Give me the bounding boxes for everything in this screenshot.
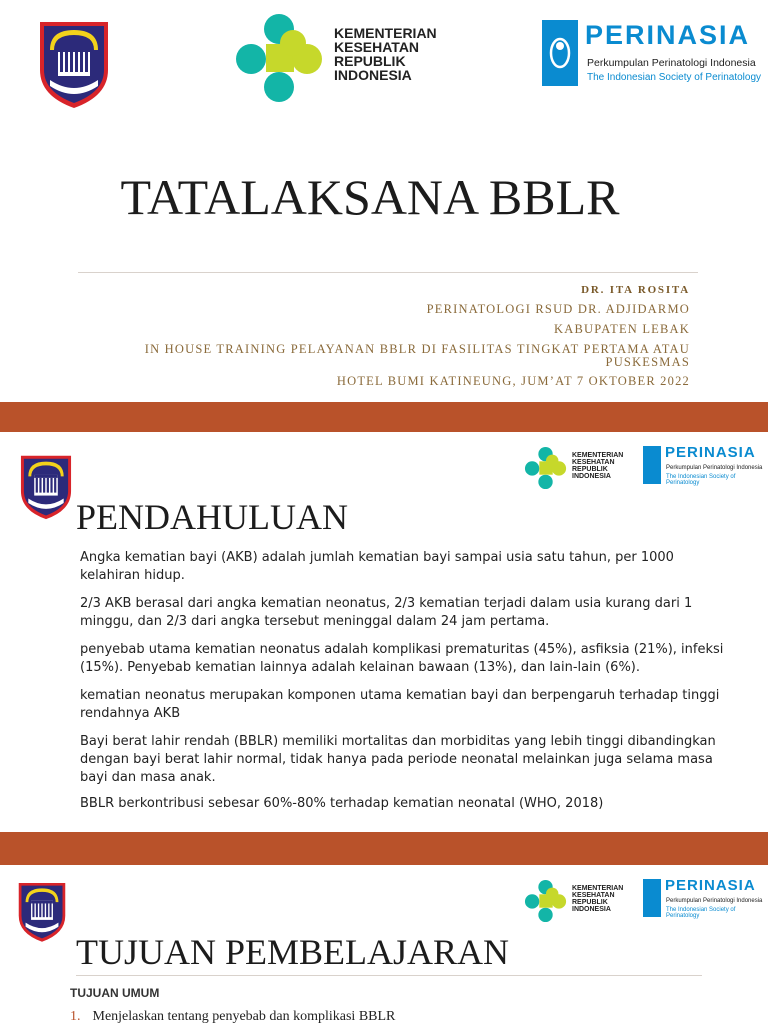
perinasia-emblem-icon (643, 446, 661, 484)
subtitle-line: PUSKESMAS (605, 355, 690, 369)
author-name: DR. ITA ROSITA (581, 284, 690, 296)
paragraph: 2/3 AKB berasal dari angka kematian neonatus, 2/3 kematian terjadi dalam usia kurang dari 1 minggu, dan 2/3 dari angka tersebut meninggal dalam 24 jam pertama. (80, 596, 693, 629)
list-number: 1. (70, 1009, 81, 1024)
kemenkes-logo-icon (524, 879, 568, 923)
kemenkes-line: REPUBLIK (572, 466, 608, 473)
perinasia-name: PERINASIA (585, 20, 751, 50)
kemenkes-line: REPUBLIK (334, 53, 406, 69)
slide-heading: TUJUAN PEMBELAJARAN (76, 932, 510, 972)
kemenkes-line: KESEHATAN (572, 459, 615, 466)
paragraph: penyebab utama kematian neonatus adalah komplikasi prematuritas (45%), asfiksia (21%), infeksi (15%). Penyebab kematian lainnya adalah kelainan bawaan (13%), dan lain-lain (6%). (80, 642, 724, 675)
perinasia-emblem-icon (643, 879, 661, 917)
divider (78, 272, 698, 273)
slide-title (0, 0, 768, 402)
subtitle-line: HOTEL BUMI KATINEUNG, JUM’AT 7 OKTOBER 2022 (336, 374, 690, 388)
crest-logo-icon (16, 877, 68, 945)
kemenkes-line: KEMENTERIAN (572, 885, 624, 892)
paragraph: BBLR berkontribusi sebesar 60%-80% terhadap kematian neonatal (WHO, 2018) (80, 796, 604, 811)
list-text: Menjelaskan tentang penyebab dan komplikasi BBLR (92, 1009, 396, 1024)
paragraph: Bayi berat lahir rendah (BBLR) memiliki mortalitas dan morbiditas yang lebih tinggi dibandingkan dengan bayi berat lahir normal, tidak hanya pada periode neonatal melainkan juga selama masa bayi dan masa anak. (80, 734, 716, 785)
kemenkes-line: INDONESIA (572, 473, 611, 480)
slide-heading: PENDAHULUAN (76, 497, 348, 537)
slide-title-heading: TATALAKSANA BBLR (120, 169, 620, 225)
kemenkes-line: KESEHATAN (572, 892, 615, 899)
slide-separator (0, 402, 768, 432)
perinasia-subtitle: Perkumpulan Perinatologi Indonesia (666, 898, 763, 904)
kemenkes-logo-icon (524, 446, 568, 490)
perinasia-subtitle: Perkumpulan Perinatologi Indonesia (587, 57, 756, 69)
kemenkes-line: KEMENTERIAN (334, 25, 437, 41)
perinasia-subtitle-en: The Indonesian Society of Perinatology (666, 907, 736, 919)
slide-separator (0, 832, 768, 865)
kemenkes-wordmark (572, 885, 623, 913)
paragraph: Angka kematian bayi (AKB) adalah jumlah kematian bayi sampai usia satu tahun, per 1000 kelahiran hidup. (80, 550, 674, 583)
paragraph: kematian neonatus merupakan komponen utama kematian bayi dan berpengaruh terhadap tinggi rendahnya AKB (80, 688, 720, 721)
section-label: TUJUAN UMUM (70, 986, 160, 1000)
subtitle-line: KABUPATEN LEBAK (554, 322, 690, 336)
kemenkes-line: KESEHATAN (334, 39, 420, 55)
perinasia-emblem-icon (542, 20, 578, 86)
slide-pendahuluan (0, 432, 768, 832)
perinasia-subtitle-en: The Indonesian Society of Perinatology (666, 474, 736, 486)
kemenkes-line: INDONESIA (572, 906, 611, 913)
perinasia-name: PERINASIA (665, 877, 756, 894)
perinasia-subtitle-en: The Indonesian Society of Perinatology (587, 72, 761, 83)
crest-logo-icon (18, 450, 74, 522)
subtitle-line: PERINATOLOGI RSUD DR. ADJIDARMO (426, 302, 690, 316)
kemenkes-line: INDONESIA (334, 67, 412, 83)
kemenkes-wordmark (334, 26, 437, 82)
divider (76, 975, 702, 976)
subtitle-line: IN HOUSE TRAINING PELAYANAN BBLR DI FASILITAS TINGKAT PERTAMA ATAU (144, 342, 690, 356)
perinasia-subtitle: Perkumpulan Perinatologi Indonesia (666, 465, 763, 471)
kemenkes-line: KEMENTERIAN (572, 452, 624, 459)
kemenkes-wordmark (572, 452, 623, 480)
perinasia-name: PERINASIA (665, 444, 756, 461)
list-item (70, 1009, 395, 1024)
kemenkes-line: REPUBLIK (572, 899, 608, 906)
kemenkes-logo-icon (234, 12, 326, 104)
slide-tujuan (0, 865, 768, 1024)
crest-logo-icon (36, 16, 112, 110)
